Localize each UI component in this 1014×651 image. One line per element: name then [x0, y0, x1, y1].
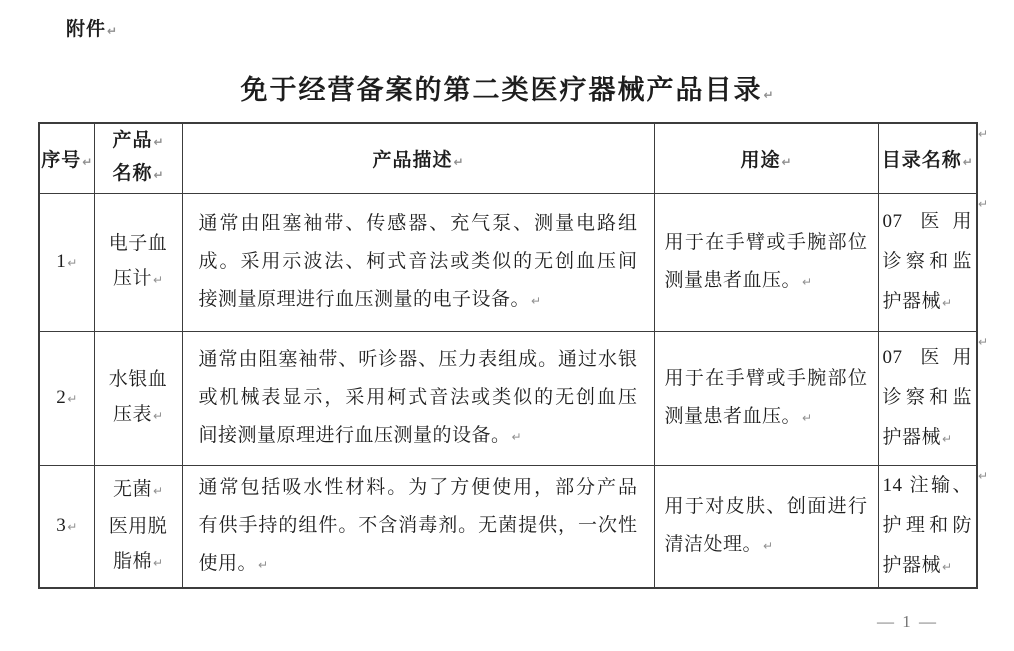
table-row [39, 465, 977, 588]
paragraph-mark: ↵ [67, 256, 78, 270]
column-header-use: 用途↵ [654, 123, 878, 193]
column-header-catalog: 目录名称↵ [878, 123, 977, 193]
paragraph-mark: ↵ [763, 88, 774, 102]
paragraph-mark: ↵ [763, 538, 774, 553]
column-header-desc: 产品描述↵ [182, 123, 654, 193]
paragraph-mark: ↵ [962, 154, 973, 169]
paragraph-mark: ↵ [781, 154, 792, 169]
table-row-end-mark: ↵ [978, 197, 989, 211]
attachment-label: 附件↵ [66, 19, 118, 40]
cell-row-number: 3↵ [39, 465, 94, 588]
paragraph-mark: ↵ [107, 24, 118, 38]
cell-row-number: 1↵ [39, 193, 94, 331]
table-header-row [39, 123, 977, 193]
paragraph-mark: ↵ [942, 295, 953, 310]
paragraph-mark: ↵ [511, 429, 522, 444]
table-row [39, 193, 977, 331]
paragraph-mark: ↵ [258, 557, 269, 572]
paragraph-mark: ↵ [453, 154, 464, 169]
paragraph-mark: ↵ [942, 431, 953, 446]
paragraph-mark: ↵ [942, 559, 953, 574]
cell-product-description: 通常由阻塞袖带、传感器、充气泵、测量电路组 成。采用示波法、柯式音法或类似的无创血压间 接测量原理进行血压测量的电子设备。↵ [182, 193, 654, 331]
paragraph-mark: ↵ [802, 274, 813, 289]
paragraph-mark: ↵ [152, 483, 164, 498]
cell-product-description: 通常由阻塞袖带、听诊器、压力表组成。通过水银 或机械表显示，采用柯式音法或类似的无创血压 间接测量原理进行血压测量的设备。↵ [182, 331, 654, 465]
page-title: 免于经营备案的第二类医疗器械产品目录↵ [240, 75, 774, 105]
cell-product-name: 无菌↵ 医用脱脂棉↵ [94, 465, 182, 588]
cell-intended-use: 用于对皮肤、创面进行 清洁处理。↵ [654, 465, 878, 588]
cell-product-description: 通常包括吸水性材料。为了方便使用，部分产品 有供手持的组件。不含消毒剂。无菌提供，一次性 使用。↵ [182, 465, 654, 588]
paragraph-mark: ↵ [153, 135, 164, 150]
cell-catalog-name: 07 医用 诊察和监 护器械↵ [878, 193, 977, 331]
paragraph-mark: ↵ [802, 410, 813, 425]
device-catalog-table [38, 122, 978, 589]
table-row-end-mark: ↵ [978, 335, 989, 349]
paragraph-mark: ↵ [82, 154, 93, 169]
paragraph-mark: ↵ [67, 392, 78, 406]
cell-intended-use: 用于在手臂或手腕部位 测量患者血压。↵ [654, 193, 878, 331]
column-header-no: 序号↵ [39, 123, 94, 193]
paragraph-mark: ↵ [152, 409, 164, 423]
table-row [39, 331, 977, 465]
column-header-name: 产品↵ 名称↵ [94, 123, 182, 193]
cell-catalog-name: 14 注输、 护理和防 护器械↵ [878, 465, 977, 588]
cell-product-name: 水银血压表↵ [94, 331, 182, 465]
paragraph-mark: ↵ [152, 555, 164, 570]
cell-intended-use: 用于在手臂或手腕部位 测量患者血压。↵ [654, 331, 878, 465]
table-row-end-mark: ↵ [978, 469, 989, 483]
paragraph-mark: ↵ [153, 168, 164, 183]
paragraph-mark: ↵ [67, 520, 78, 534]
cell-product-name: 电子血压计↵ [94, 193, 182, 331]
paragraph-mark: ↵ [152, 273, 164, 287]
cell-row-number: 2↵ [39, 331, 94, 465]
table-row-end-mark: ↵ [978, 127, 989, 141]
paragraph-mark: ↵ [531, 293, 542, 308]
cell-catalog-name: 07 医用 诊察和监 护器械↵ [878, 331, 977, 465]
page-number: — 1 — [877, 612, 938, 631]
